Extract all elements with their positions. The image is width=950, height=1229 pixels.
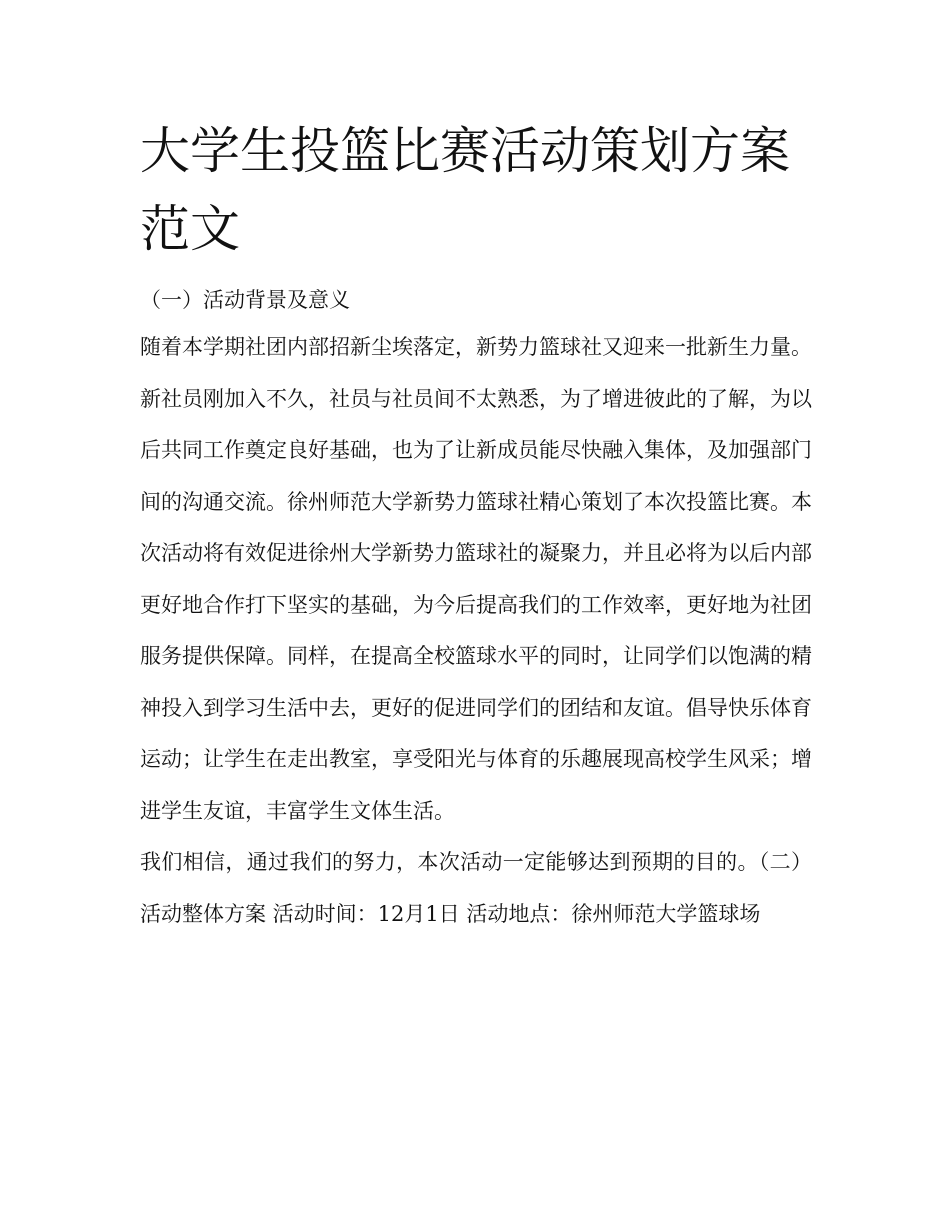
body-paragraph-background: 随着本学期社团内部招新尘埃落定，新势力篮球社又迎来一批新生力量。新社员刚加入不久，社员与社员间不太熟悉，为了增进彼此的了解，为以后共同工作奠定良好基础，也为了让新成员能尽快融入集体，及加强部门间的沟通交流。徐州师范大学新势力篮球社精心策划了本次投篮比赛。本次活动将有效促进徐州大学新势力篮球社的凝聚力，并且必将为以后内部更好地合作打下坚实的基础，为今后提高我们的工作效率，更好地为社团服务提供保障。同样，在提高全校篮球水平的同时，让同学们以饱满的精神投入到学习生活中去，更好的促进同学们的团结和友谊。倡导快乐体育运动；让学生在走出教室，享受阳光与体育的乐趣展现高校学生风采；增进学生友谊，丰富学生文体生活。 — [140, 335, 812, 823]
section-heading-background: （一）活动背景及意义 — [140, 288, 350, 312]
document-title: 大学生投篮比赛活动策划方案范文 — [140, 122, 790, 258]
document-page — [140, 112, 812, 940]
body-paragraph-plan: 我们相信，通过我们的努力，本次活动一定能够达到预期的目的。（二） 活动整体方案 活动时间：12月1日 活动地点：徐州师范大学篮球场 — [140, 850, 812, 926]
